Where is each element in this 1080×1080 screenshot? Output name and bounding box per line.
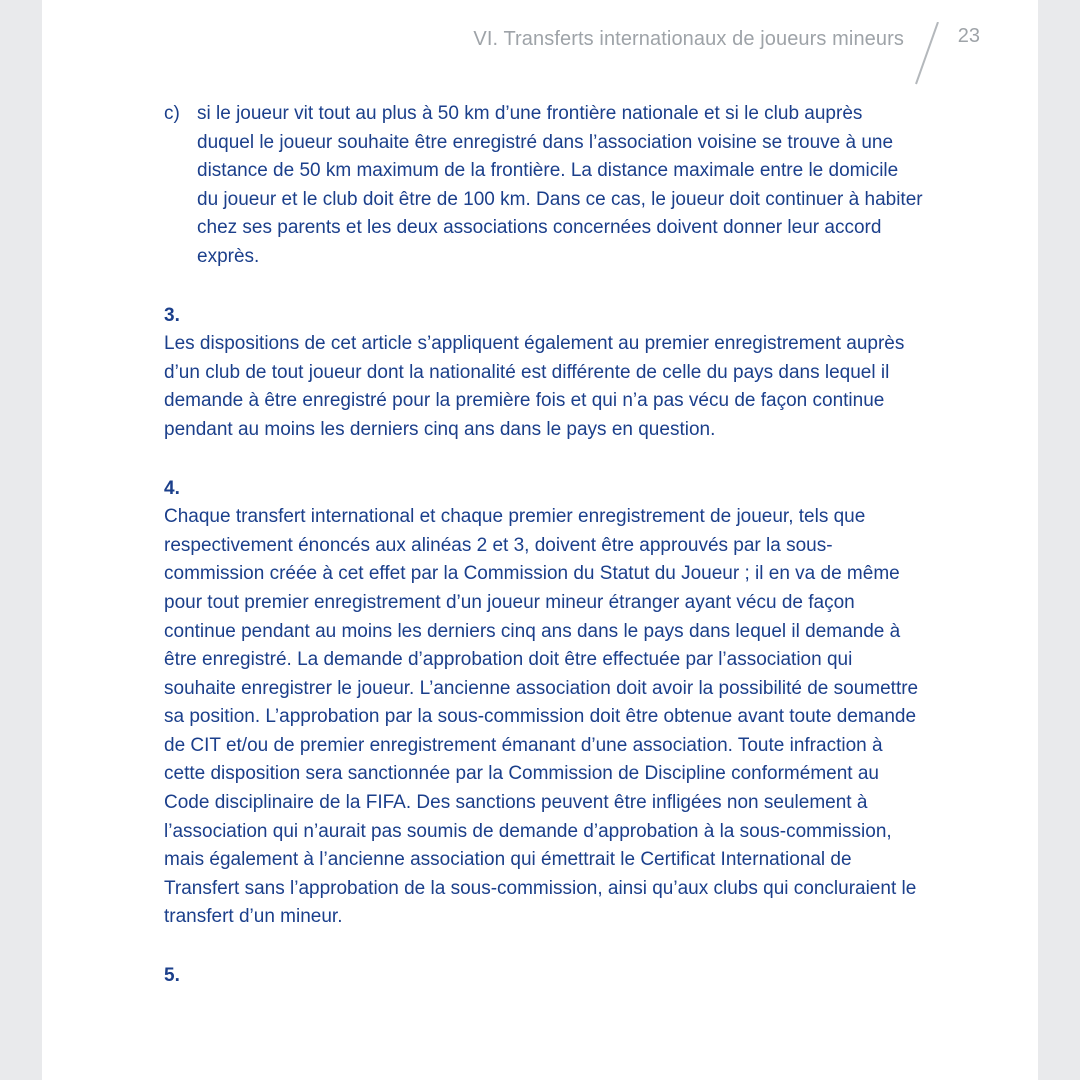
header-title: VI. Transferts internationaux de joueurs mineurs bbox=[473, 28, 904, 50]
section-text: Les dispositions de cet article s’appliquent également au premier enregistrement auprès d’un club de tout joueur dont la nationalité est différente de celle du pays dans lequel il demande à être enregistré pour la première fois et qui n’a pas vécu de façon continue pendant au moins les derniers cinq ans dans le pays en question. bbox=[164, 333, 905, 440]
list-item-text: si le joueur vit tout au plus à 50 km d’une frontière nationale et si le club auprès duquel le joueur souhaite être enregistré dans l’association voisine se trouve à une distance de 50 km maximum de la frontière. La distance maximale entre le domicile du joueur et le club doit être de 100 km. Dans ce cas, le joueur doit continuer à habiter chez ses parents et les deux associations concernées doivent donner leur accord exprès. bbox=[197, 103, 923, 267]
section-3 bbox=[164, 302, 924, 445]
section-4 bbox=[164, 475, 924, 933]
section-number: 5. bbox=[164, 965, 180, 987]
document-page bbox=[42, 0, 1038, 1080]
section-number: 4. bbox=[164, 477, 180, 499]
section-number: 3. bbox=[164, 304, 180, 326]
header-divider bbox=[912, 22, 942, 86]
section-text: Chaque transfert international et chaque premier enregistrement de joueur, tels que respectivement énoncés aux alinéas 2 et 3, doivent être approuvés par la sous-commission créée à cet effet par la Commission du Statut du Joueur ; il en va de même pour tout premier enregistrement d’un joueur mineur étranger ayant vécu de façon continue pendant au moins les derniers cinq ans dans le pays dans lequel il demande à être enregistré. La demande d’approbation doit être effectuée par l’association qui souhaite enregistrer le joueur. L’ancienne association doit avoir la possibilité de soumettre sa position. L’approbation par la sous-commission doit être obtenue avant toute demande de CIT et/ou de premier enregistrement émanant d’une association. Toute infraction à cette disposition sera sanctionnée par la Commission de Discipline conformément au Code disciplinaire de la FIFA. Des sanctions peuvent être infligées non seulement à l’association qui n’aurait pas soumis de demande d’approbation à la sous-commission, mais également à l’ancienne association qui émettrait le Certificat International de Transfert sans l’approbation de la sous-commission, ainsi qu’aux clubs qui concluraient le transfert d’un mineur. bbox=[164, 506, 919, 928]
list-item-c bbox=[164, 100, 924, 272]
document-body bbox=[164, 100, 924, 1021]
page-header bbox=[42, 24, 1038, 64]
section-5 bbox=[164, 962, 924, 991]
list-marker: c) bbox=[164, 103, 180, 124]
page-number: 23 bbox=[957, 25, 980, 47]
